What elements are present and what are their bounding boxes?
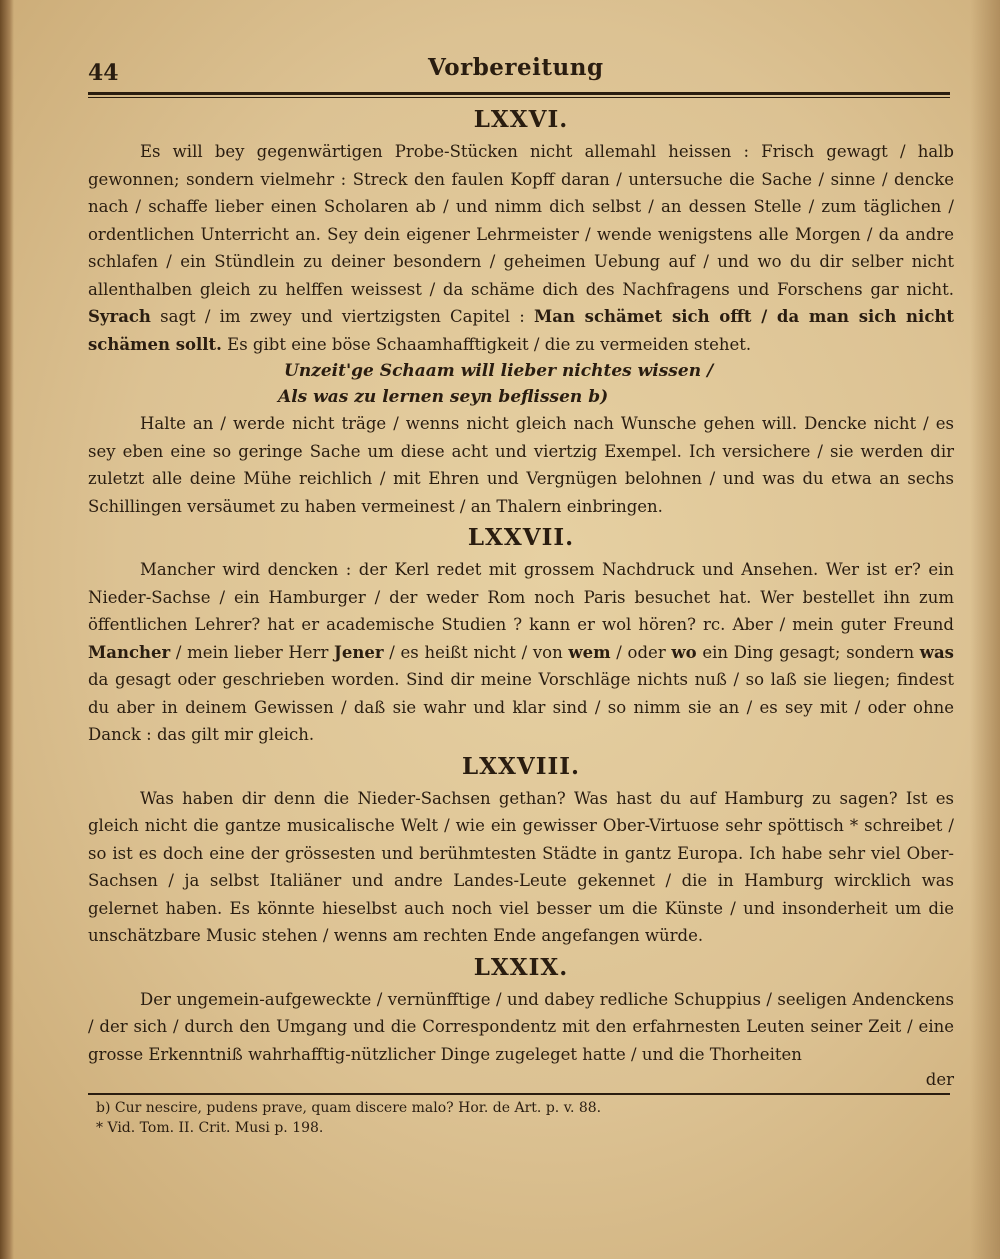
text-run: Es gibt eine böse Schaamhafftigkeit / die zu vermeiden stehet. xyxy=(227,334,752,354)
text-run: / oder xyxy=(616,642,666,662)
footnotes xyxy=(96,1098,946,1138)
paragraph-76-2: Halte an / werde nicht träge / wenns nicht gleich nach Wunsche gehen will. Dencke nicht / es sey eben eine so geringe Sache um diese acht und viertzig Exempel. Ich versichere / sie werden dir zuletzt alle deine Mühe reichlich / mit Ehren und Vergnügen belohnen / und was du etwa an sechs Schillingen versäumet zu haben vermeinest / an Thalern einbringen. xyxy=(88,414,954,516)
page-edge-shadow xyxy=(970,0,1000,1259)
quotation: Man schämet sich offt / da man sich nicht schämen sollt. xyxy=(88,307,954,354)
header-rule xyxy=(88,92,950,95)
page-body xyxy=(88,102,954,1092)
footnote-rule xyxy=(88,1093,950,1095)
page-number: 44 xyxy=(88,60,119,86)
author-name: Syrach xyxy=(88,307,151,326)
emphasis-was: was xyxy=(919,642,954,662)
header-rule-thin xyxy=(88,97,950,98)
emphasis-jener: Jener xyxy=(334,642,384,662)
paragraph-79: Der ungemein-aufgeweckte / vernünfftige / und dabey redliche Schuppius / seeligen Andenckens / der sich / durch den Umgang und die Correspondentz mit den erfahrnesten Leuten seiner Zeit / eine grosse Erkenntniß wahrhafftig-nützlicher Dinge zugeleget hatte / und die Thorheiten xyxy=(88,989,954,1064)
emphasis-wem: wem xyxy=(568,642,611,662)
catchword: der xyxy=(925,1070,954,1089)
section-heading-76: LXXVI. xyxy=(473,106,569,133)
footnote-star: * Vid. Tom. II. Crit. Musi p. 198. xyxy=(96,1120,324,1136)
footnote-b: b) Cur nescire, pudens prave, quam discere malo? Hor. de Art. p. v. 88. xyxy=(96,1100,602,1116)
emphasis-mancher: Mancher xyxy=(88,642,171,662)
text-run: da gesagt oder geschrieben worden. Sind dir meine Vorschläge nichts nuß / so laß sie liegen; findest du aber in deinem Gewissen / daß sie wahr und klar sind / so nimm sie an / es sey mit / oder ohne Danck : das gilt mir gleich. xyxy=(88,670,954,744)
text-run: ein Ding gesagt; sondern xyxy=(702,642,915,662)
text-run: / es heißt nicht / von xyxy=(389,642,563,662)
section-heading-79: LXXIX. xyxy=(473,953,569,981)
verse-line-2: Als was zu lernen seyn beflissen b) xyxy=(278,387,609,407)
verse-line-1: Unzeit'ge Schaam will lieber nichtes wissen / xyxy=(284,361,714,381)
section-heading-78: LXXVIII. xyxy=(462,752,580,780)
book-spine-shadow xyxy=(0,0,14,1259)
text-run: Mancher wird dencken : der Kerl redet mit grossem Nachdruck und Ansehen. Wer ist er? ein Nieder-Sachse / ein Hamburger / der weder Rom noch Paris besuchet hat. Wer bestellet ihn zum öffentlichen Lehrer? hat er academische Studien ? kann er wol hören? rc. Aber / mein guter Freund xyxy=(88,560,954,634)
text-run: Es will bey gegenwärtigen Probe-Stücken nicht allemahl heissen : Frisch gewagt / halb gewonnen; sondern vielmehr : Streck den faulen Kopff daran / untersuche die Sache / sinne / dencke nach / schaffe lieber einen Scholaren ab / und nimm dich selbst / an dessen Stelle / zum täglichen / ordentlichen Unterricht an. Sey dein eigener Lehrmeister / wende wenigstens alle Morgen / da andre schlafen / ein Stündlein zu deiner besondern / geheimen Uebung auf / und wo du dir selber nicht allenthalben gleich zu helffen weissest / da schäme dich des Nachfragens und Forschens gar nicht. xyxy=(88,142,954,299)
emphasis-wo: wo xyxy=(671,642,697,662)
page-header xyxy=(88,50,950,90)
text-run: / mein lieber Herr xyxy=(175,642,329,662)
paragraph-77 xyxy=(88,556,954,749)
running-title: Vorbereitung xyxy=(428,54,604,81)
verse-couplet xyxy=(88,358,954,410)
paragraph-78: Was haben dir denn die Nieder-Sachsen gethan? Was hast du auf Hamburg zu sagen? Ist es gleich nicht die gantze musicalische Welt / wie ein gewisser Ober-Virtuose sehr spöttisch * schreibet / so ist es doch eine der grössesten und berühmtesten Städte in gantz Europa. Ich habe sehr viel Ober-Sachsen / ja selbst Italiäner und andre Landes-Leute gekennet / die in Hamburg wircklich was gelernet haben. Es könnte hieselbst auch noch viel besser um die Künste / und insonderheit um die unschätzbare Music stehen / wenns am rechten Ende angefangen würde. xyxy=(88,788,954,945)
section-heading-77: LXXVII. xyxy=(467,524,575,551)
paragraph-76-1 xyxy=(88,138,954,358)
text-run: sagt / im zwey und viertzigsten Capitel : xyxy=(160,307,525,326)
